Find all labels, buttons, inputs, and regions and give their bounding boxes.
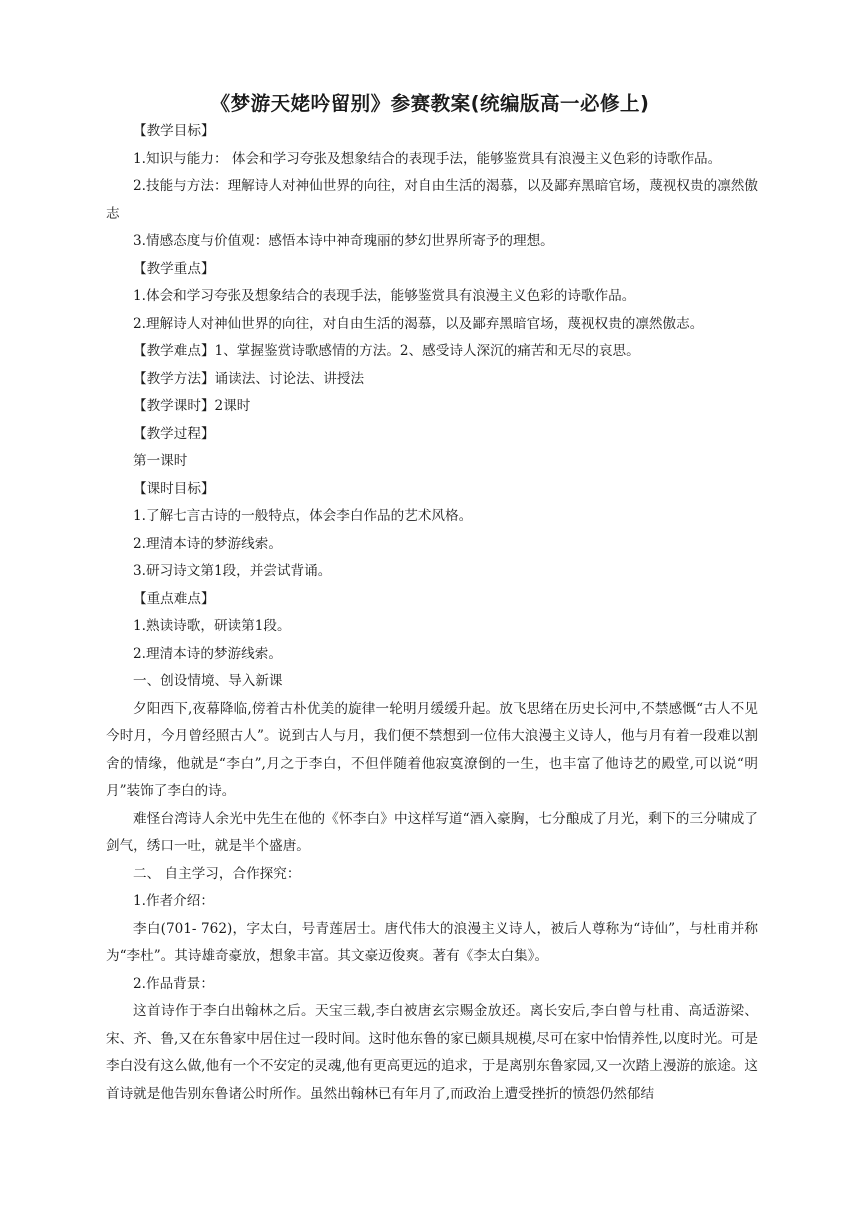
- section-heading-key-points: 【教学重点】: [133, 260, 215, 277]
- paragraph: 李白(701- 762)，字太白，号青莲居士。唐代伟大的浪漫主义诗人，被后人尊称为“诗仙”，与杜甫并称为“李杜”。其诗雄奇豪放，想象丰富。其文豪迈俊爽。著有《李太白集》。: [106, 920, 758, 964]
- section-heading-objectives: 【教学目标】: [133, 123, 215, 139]
- step-heading: 二、 自主学习，合作探究：: [133, 865, 301, 882]
- paragraph: 2.理清本诗的梦游线索。: [133, 535, 282, 552]
- document-body: [106, 118, 758, 1108]
- subheading: 1.作者介绍：: [133, 893, 214, 909]
- section-heading-hours: 【教学课时】2课时: [133, 398, 251, 414]
- paragraph: 1.体会和学习夸张及想象结合的表现手法，能够鉴赏具有浪漫主义色彩的诗歌作品。: [133, 288, 636, 304]
- lesson-heading: 第一课时: [133, 453, 188, 469]
- paragraph: 难怪台湾诗人余光中先生在他的《怀李白》中这样写道“酒入豪胸，七分酿成了月光，剩下的三分啸成了剑气，绣口一吐，就是半个盛唐。: [106, 810, 758, 854]
- document-title: 《梦游天姥吟留别》参赛教案(统编版高一必修上): [210, 92, 650, 115]
- paragraph: 1.熟读诗歌，研读第1段。: [133, 618, 291, 634]
- paragraph: 2.理解诗人对神仙世界的向往，对自由生活的渴慕，以及鄙弃黑暗官场，蔑视权贵的凛然傲志。: [133, 315, 704, 332]
- paragraph: 这首诗作于李白出翰林之后。天宝三载,李白被唐玄宗赐金放还。离长安后,李白曾与杜甫、高适游梁、宋、齐、鲁,又在东鲁家中居住过一段时间。这时他东鲁的家已颇具规模,尽可在家中怡情养性,以度时光。可是李白没有这么做,他有一个不安定的灵魂,他有更高更远的追求，于是离别东鲁家园,又一次踏上漫游的旅途。这首诗就是他告别东鲁诸公时所作。虽然出翰林已有年月了,而政治上遭受挫折的愤怨仍然郁结: [106, 1003, 758, 1102]
- section-heading-process: 【教学过程】: [133, 425, 215, 442]
- paragraph: 2.理清本诗的梦游线索。: [133, 645, 282, 662]
- paragraph: 3.研习诗文第1段，并尝试背诵。: [133, 563, 332, 579]
- paragraph: 1.了解七言古诗的一般特点，体会李白作品的艺术风格。: [133, 508, 473, 524]
- section-heading-lesson-goals: 【课时目标】: [133, 480, 215, 497]
- step-heading: 一、创设情境、导入新课: [133, 673, 283, 689]
- subheading: 2.作品背景：: [133, 975, 214, 992]
- paragraph: 3.情感态度与价值观：感悟本诗中神奇瑰丽的梦幻世界所寄予的理想。: [133, 233, 554, 249]
- section-heading-difficulties: 【教学难点】1、掌握鉴赏诗歌感情的方法。2、感受诗人深沉的痛苦和无尽的哀思。: [133, 343, 640, 359]
- paragraph: 夕阳西下,夜幕降临,傍着古朴优美的旋律一轮明月缓缓升起。放飞思绪在历史长河中,不禁感慨“古人不见今时月，今月曾经照古人”。说到古人与月，我们便不禁想到一位伟大浪漫主义诗人，他与月有着一段难以割舍的情缘，他就是“李白”,月之于李白，不但伴随着他寂寞潦倒的一生，也丰富了他诗艺的殿堂,可以说“明月”装饰了李白的诗。: [106, 700, 758, 799]
- paragraph: 1.知识与能力： 体会和学习夸张及想象结合的表现手法，能够鉴赏具有浪漫主义色彩的诗歌作品。: [133, 150, 722, 167]
- section-heading-focus: 【重点难点】: [133, 590, 215, 607]
- paragraph: 2.技能与方法：理解诗人对神仙世界的向往，对自由生活的渴慕，以及鄙弃黑暗官场，蔑视权贵的凛然傲志: [106, 178, 758, 222]
- section-heading-methods: 【教学方法】诵读法、讨论法、讲授法: [133, 370, 365, 387]
